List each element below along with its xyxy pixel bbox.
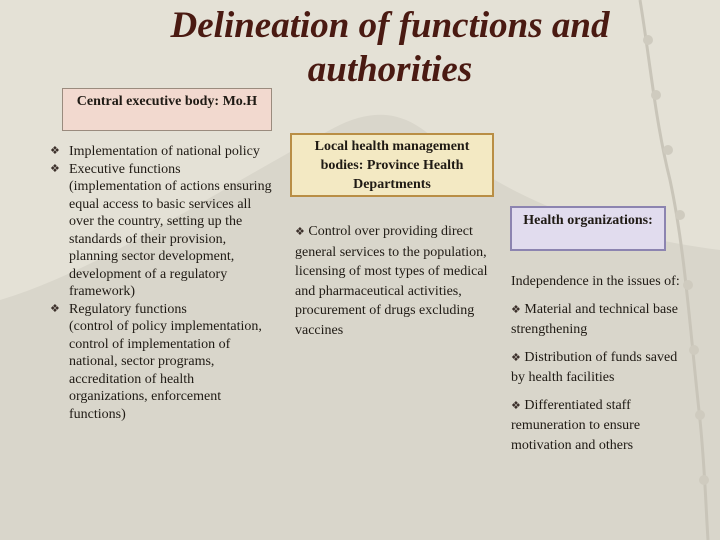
list-item-detail: (control of policy implementation, control of implementation of national, sector programs, accreditation of health organizations, enforcement functions) <box>69 319 262 422</box>
list-item: ❖ Differentiated staff remuneration to ensure motivation and others <box>511 397 641 453</box>
health-independence-list <box>511 272 681 463</box>
local-functions-text: ❖ Control over providing direct general services to the population, licensing of most types of medical and pharmaceutical activities, procurement of drugs excluding vaccines <box>295 224 488 338</box>
list-item: ❖ Executive functions <box>50 161 181 177</box>
diamond-bullet-icon: ❖ <box>511 399 521 412</box>
diamond-bullet-icon: ❖ <box>511 351 521 364</box>
list-item-detail: (implementation of actions ensuring equal access to basic services all over the country, setting up the standards of their provision, planning sector development, development of a regulatory framework) <box>69 179 272 299</box>
list-item: ❖ Implementation of national policy <box>50 144 260 159</box>
intro-text: Independence in the issues of: <box>511 274 680 289</box>
central-functions-list <box>50 143 272 423</box>
diamond-bullet-icon: ❖ <box>295 226 305 238</box>
list-item: ❖ Material and technical base strengthening <box>511 301 678 337</box>
page-title: Delineation of functions and authorities <box>170 5 610 90</box>
diamond-bullet-icon: ❖ <box>50 145 60 157</box>
local-body-box: Local health management bodies: Province Health Departments <box>290 133 494 197</box>
diamond-bullet-icon: ❖ <box>50 302 60 315</box>
list-item: ❖ Distribution of funds saved by health facilities <box>511 349 678 385</box>
central-body-box: Central executive body: Mo.H <box>62 88 272 131</box>
diamond-bullet-icon: ❖ <box>511 303 521 316</box>
list-item: ❖ Regulatory functions <box>50 301 187 317</box>
diamond-bullet-icon: ❖ <box>50 162 60 175</box>
health-organizations-box: Health organizations: <box>510 206 666 251</box>
